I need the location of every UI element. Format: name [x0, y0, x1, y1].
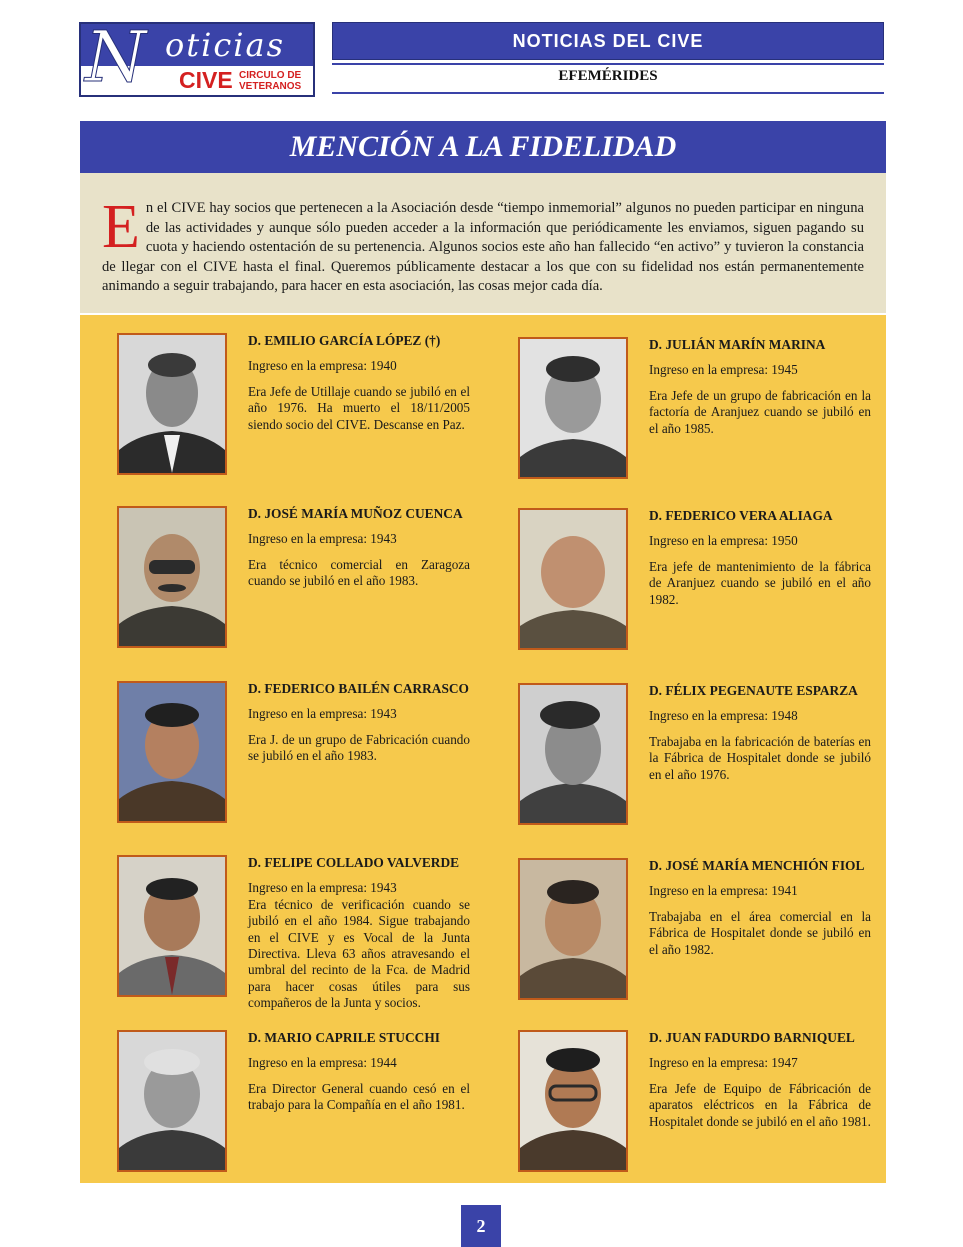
logo-brand: CIVE	[179, 67, 233, 93]
member-description: Era Jefe de Equipo de Fábricación de aparatos eléctricos en la Fábrica de Hospitalet donde se jubiló en el año 1981.	[649, 1080, 871, 1129]
member-info	[649, 683, 871, 783]
publication-header	[332, 22, 884, 60]
article-intro	[80, 173, 886, 313]
member-description: Era Jefe de un grupo de fabricación en la factoría de Aranjuez cuando se jubiló en el año 1985.	[649, 387, 871, 436]
article-title: MENCIÓN A LA FIDELIDAD	[289, 130, 677, 163]
member-description: Era Director General cuando cesó en el trabajo para la Compañía en el año 1981.	[248, 1080, 470, 1113]
drop-cap: E	[102, 193, 140, 261]
member-ingreso: Ingreso en la empresa: 1943	[248, 531, 397, 547]
member-description: Era Jefe de Utillaje cuando se jubiló en el año 1976. Ha muerto el 18/11/2005 siendo socio del CIVE. Descanse en Paz.	[248, 383, 470, 432]
member-card	[117, 855, 517, 1015]
member-ingreso: Ingreso en la empresa: 1950	[649, 533, 798, 549]
member-card	[518, 337, 918, 497]
member-ingreso: Ingreso en la empresa: 1940	[248, 358, 397, 374]
member-info	[649, 508, 871, 608]
member-ingreso: Ingreso en la empresa: 1944	[248, 1055, 397, 1071]
member-photo	[117, 506, 227, 648]
member-name: D. JOSÉ MARÍA MENCHIÓN FIOL	[649, 858, 865, 873]
publication-title: NOTICIAS DEL CIVE	[512, 30, 704, 51]
member-photo	[518, 858, 628, 1000]
member-ingreso: Ingreso en la empresa: 1941	[649, 883, 798, 899]
member-ingreso: Ingreso en la empresa: 1943	[248, 880, 397, 896]
logo-subtitle-line2: VETERANOS	[239, 81, 302, 92]
member-info	[248, 681, 470, 765]
intro-paragraph	[102, 193, 864, 297]
noticias-cive-logo	[79, 16, 315, 98]
article-title-band	[80, 121, 886, 173]
member-description: Era J. de un grupo de Fabricación cuando se jubiló en el año 1983.	[248, 731, 470, 764]
members-panel	[80, 315, 886, 1183]
member-name: D. MARIO CAPRILE STUCCHI	[248, 1030, 440, 1045]
logo-subtitle	[239, 70, 301, 92]
member-photo	[518, 508, 628, 650]
intro-text: n el CIVE hay socios que pertenecen a la Asociación desde “tiempo inmemorial” algunos no pueden participar en ninguna de las actividades y aunque sólo pueden acceder a la información que periódicamente les enviamos, siguen pagando su cuota y haciendo ostentación de su pertenencia. Algunos socios este año han fallecido “en activo” y tuvieron la constancia de llegar con el CIVE hasta el final. Queremos públicamente destacar a los que con su fidelidad nos están permanentemente animando a seguir trabajando, para hacer en esta asociación, las cosas mejor cada día.	[102, 200, 864, 294]
member-name: D. FEDERICO VERA ALIAGA	[649, 508, 833, 523]
header-rule-bottom	[332, 92, 884, 94]
member-ingreso: Ingreso en la empresa: 1947	[649, 1055, 798, 1071]
member-info	[248, 1030, 470, 1114]
member-info	[248, 855, 470, 1012]
member-name: D. JOSÉ MARÍA MUÑOZ CUENCA	[248, 506, 463, 521]
member-card	[117, 1030, 517, 1190]
header-rule-top	[332, 63, 884, 65]
member-card	[518, 508, 918, 668]
member-description: Era técnico de verificación cuando se jubiló en el año 1984. Sigue trabajando en el CIVE y es Vocal de la Junta Directiva. Lleva 63 años atravesando el umbral del recinto de la Fca. de Madrid para hacer cosas útiles para sus compañeros de la Junta y socios.	[248, 896, 470, 1011]
member-name: D. EMILIO GARCÍA LÓPEZ (†)	[248, 333, 441, 348]
page-number: 2	[461, 1205, 501, 1247]
member-name: D. JUAN FADURDO BARNIQUEL	[649, 1030, 855, 1045]
member-ingreso: Ingreso en la empresa: 1945	[649, 362, 798, 378]
member-description: Era jefe de mantenimiento de la fábrica de Aranjuez cuando se jubiló en el año 1982.	[649, 558, 871, 607]
member-info	[248, 506, 470, 590]
member-photo	[518, 683, 628, 825]
member-card	[518, 858, 918, 1018]
member-card	[117, 333, 517, 493]
member-name: D. FEDERICO BAILÉN CARRASCO	[248, 681, 469, 696]
logo-word: oticias	[165, 26, 286, 64]
member-ingreso: Ingreso en la empresa: 1943	[248, 706, 397, 722]
member-info	[649, 858, 871, 958]
member-photo	[117, 1030, 227, 1172]
member-description: Era técnico comercial en Zaragoza cuando se jubiló en el año 1983.	[248, 556, 470, 589]
member-card	[117, 681, 517, 841]
logo-subtitle-line1: CIRCULO DE	[239, 70, 302, 81]
member-photo	[518, 337, 628, 479]
member-info	[649, 337, 871, 437]
member-name: D. FELIPE COLLADO VALVERDE	[248, 855, 460, 870]
member-photo	[117, 333, 227, 475]
member-info	[248, 333, 470, 433]
member-description: Trabajaba en la fabricación de baterías en la Fábrica de Hospitalet donde se jubiló en el año 1976.	[649, 733, 871, 782]
member-info	[649, 1030, 871, 1130]
member-card	[518, 1030, 918, 1190]
section-title: EFEMÉRIDES	[558, 68, 658, 84]
member-photo	[117, 855, 227, 997]
member-photo	[518, 1030, 628, 1172]
member-name: D. FÉLIX PEGENAUTE ESPARZA	[649, 683, 858, 698]
member-card	[117, 506, 517, 666]
member-photo	[117, 681, 227, 823]
logo-initial: N	[85, 16, 147, 98]
member-card	[518, 683, 918, 843]
member-description: Trabajaba en el área comercial en la Fábrica de Hospitalet donde se jubiló en el año 1982.	[649, 908, 871, 957]
member-name: D. JULIÁN MARÍN MARINA	[649, 337, 826, 352]
member-ingreso: Ingreso en la empresa: 1948	[649, 708, 798, 724]
